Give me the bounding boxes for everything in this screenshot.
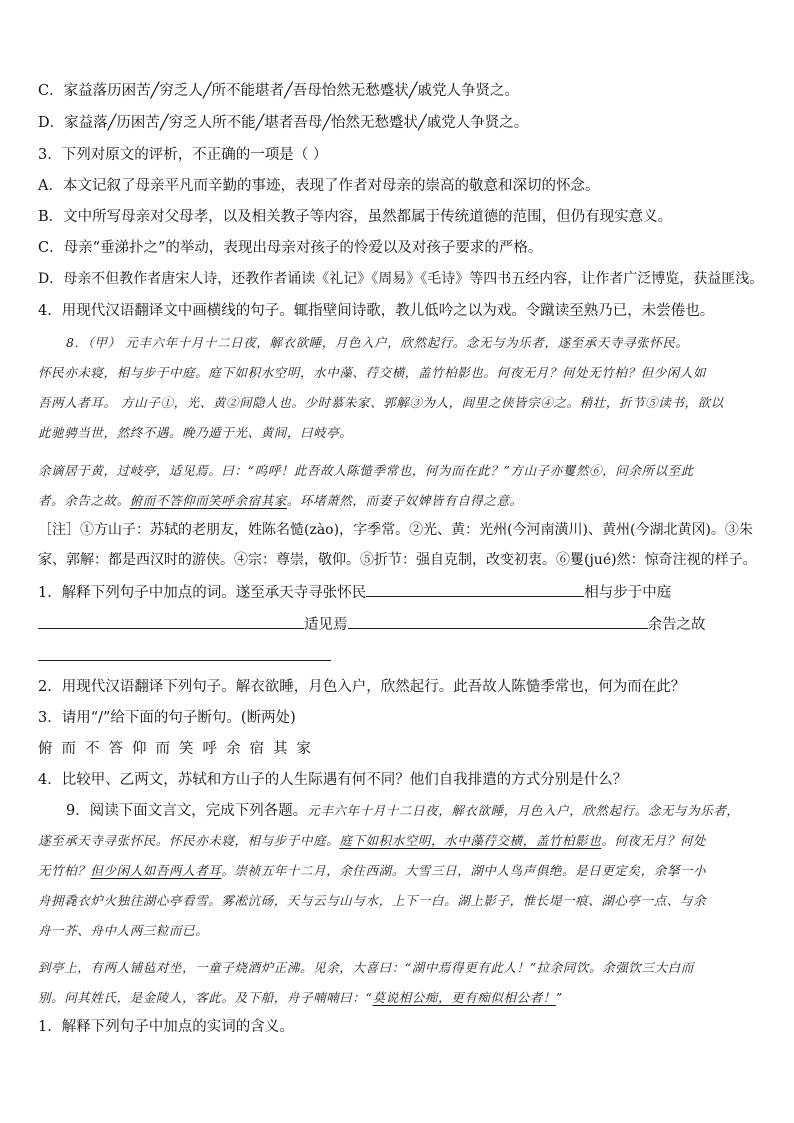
section8-passage-b-line2: 者。余告之故。俯而不答仰而笑呼余宿其家。环堵萧然，而妻子奴婢皆有自得之意。	[38, 493, 523, 508]
answer-blank-1[interactable]	[366, 582, 584, 597]
q3-option-c[interactable]: C．母亲“垂涕扑之”的举动，表现出母亲对孩子的怜爱以及对孩子要求的严格。	[38, 240, 543, 256]
section8-q1-cont: 适见焉 余告之故	[38, 614, 768, 635]
section8-passage-line4: 此驰骋当世，然终不遇。晚乃遁于光、黄间，曰岐亭。	[38, 425, 353, 440]
section8-q2: 2．用现代汉语翻译下列句子。解衣欲睡，月色入户，欣然起行。此吾故人陈慥季常也，何为而在此？	[38, 679, 686, 695]
section8-q1-cont2	[38, 646, 768, 667]
section9-line7: 别。问其姓氏，是金陵人，客此。及下船，舟子喃喃曰：“莫说相公痴，更有痴似相公者！”	[38, 990, 563, 1005]
q3-option-d[interactable]: D．母亲不但教作者唐宋人诗，还教作者诵读《礼记》《周易》《毛诗》等四书五经内容，让作者广泛博览，获益匪浅。	[38, 271, 764, 287]
answer-blank-4[interactable]	[38, 646, 331, 661]
q3-stem: 3．下列对原文的评析，不正确的一项是（ ）	[38, 147, 328, 163]
underlined-sentence: 俯而不答仰而笑呼余宿其家	[129, 493, 287, 508]
q2-option-c[interactable]: C．家益落历困苦╱穷乏人╱所不能堪者╱吾母怡然无愁蹙状╱戚党人争贤之。	[38, 83, 520, 99]
answer-blank-3[interactable]	[348, 614, 648, 629]
section9-line1: 9．阅读下面文言文，完成下列各题。元丰六年十月十二日夜，解衣欲睡，月色入户，欣然起行。念无与为乐者，	[66, 803, 740, 819]
section9-line4: 舟拥毳衣炉火独往湖心亭看雪。雾凇沆砀，天与云与山与水，上下一白。湖上影子，惟长堤一痕、湖心亭一点、与余	[38, 893, 707, 908]
section8-passage-line1: 8．（甲） 元丰六年十月十二日夜，解衣欲睡，月色入户，欣然起行。念无与为乐者，遂至承天寺寻张怀民。	[66, 335, 689, 350]
answer-blank-2[interactable]	[38, 614, 304, 629]
section8-q3: 3．请用“/”给下面的句子断句。(断两处)	[38, 710, 296, 726]
section9-line3: 无竹柏？但少闲人如吾两人者耳。崇祯五年十二月，余住西湖。大雪三日，湖中人鸟声俱绝。是日更定矣，余拏一小	[38, 863, 707, 878]
section8-number: 8．	[66, 335, 88, 350]
q2-option-d[interactable]: D．家益落╱历困苦╱穷乏人所不能╱堪者吾母╱怡然无愁蹙状╱戚党人争贤之。	[38, 115, 529, 131]
section9-q1: 1．解释下列句子中加点的实词的含义。	[38, 1019, 294, 1035]
q4-translation-question: 4．用现代汉语翻译文中画横线的句子。辄指壁间诗歌，教儿低吟之以为戏。令蹴读至熟乃已，未尝倦也。	[38, 303, 715, 319]
section8-q4: 4．比较甲、乙两文，苏轼和方山子的人生际遇有何不同？他们自我排遣的方式分别是什么？	[38, 772, 628, 788]
q3-option-a[interactable]: A．本文记叙了母亲平凡而辛勤的事迹，表现了作者对母亲的崇高的敬意和深切的怀念。	[38, 178, 600, 194]
section8-passage-line3: 吾两人者耳。 方山子①，光、黄②间隐人也。少时慕朱家、郭解③为人，闾里之侠皆宗④之。稍壮，折节⑤读书，欲以	[38, 395, 724, 410]
section9-line5: 舟一芥、舟中人两三粒而已。	[38, 923, 209, 938]
q3-option-b[interactable]: B．文中所写母亲对父母孝，以及相关教子等内容，虽然都属于传统道德的范围，但仍有现实意义。	[38, 209, 673, 225]
section8-q1: 1．解释下列句子中加点的词。遂至承天寺寻张怀民 相与步于中庭	[38, 582, 768, 603]
section9-line2: 遂至承天寺寻张怀民。怀民亦未寝，相与步于中庭。庭下如积水空明，水中藻荇交横，盖竹柏影也。何夜无月？何处	[38, 833, 707, 848]
section8-note-line1: ［注］①方山子：苏轼的老朋友，姓陈名慥(zào)，字季常。②光、黄：光州(今河南潢川)、黄州(今湖北黄冈)。③朱	[38, 522, 753, 538]
section8-q3-sentence: 俯而不答仰而笑呼余宿其家	[38, 741, 320, 757]
section8-passage-line2: 怀民亦未寝，相与步于中庭。庭下如积水空明，水中藻、荇交横，盖竹柏影也。何夜无月？何处无竹柏？但少闲人如	[38, 365, 707, 380]
section9-line6: 到亭上，有两人铺毡对坐，一童子烧酒炉正沸。见余，大喜曰：“湖中焉得更有此人！”拉余同饮。余强饮三大白而	[38, 960, 694, 975]
section8-passage-b-line1: 余谪居于黄，过岐亭，适见焉。曰：“呜呼！此吾故人陈慥季常也，何为而在此？”方山子亦矍然⑥，问余所以至此	[38, 463, 694, 478]
section8-note-line2: 家、郭解：都是西汉时的游侠。④宗：尊崇，敬仰。⑤折节：强自克制，改变初衷。⑥矍(jué)然：惊奇注视的样子。	[38, 552, 757, 568]
